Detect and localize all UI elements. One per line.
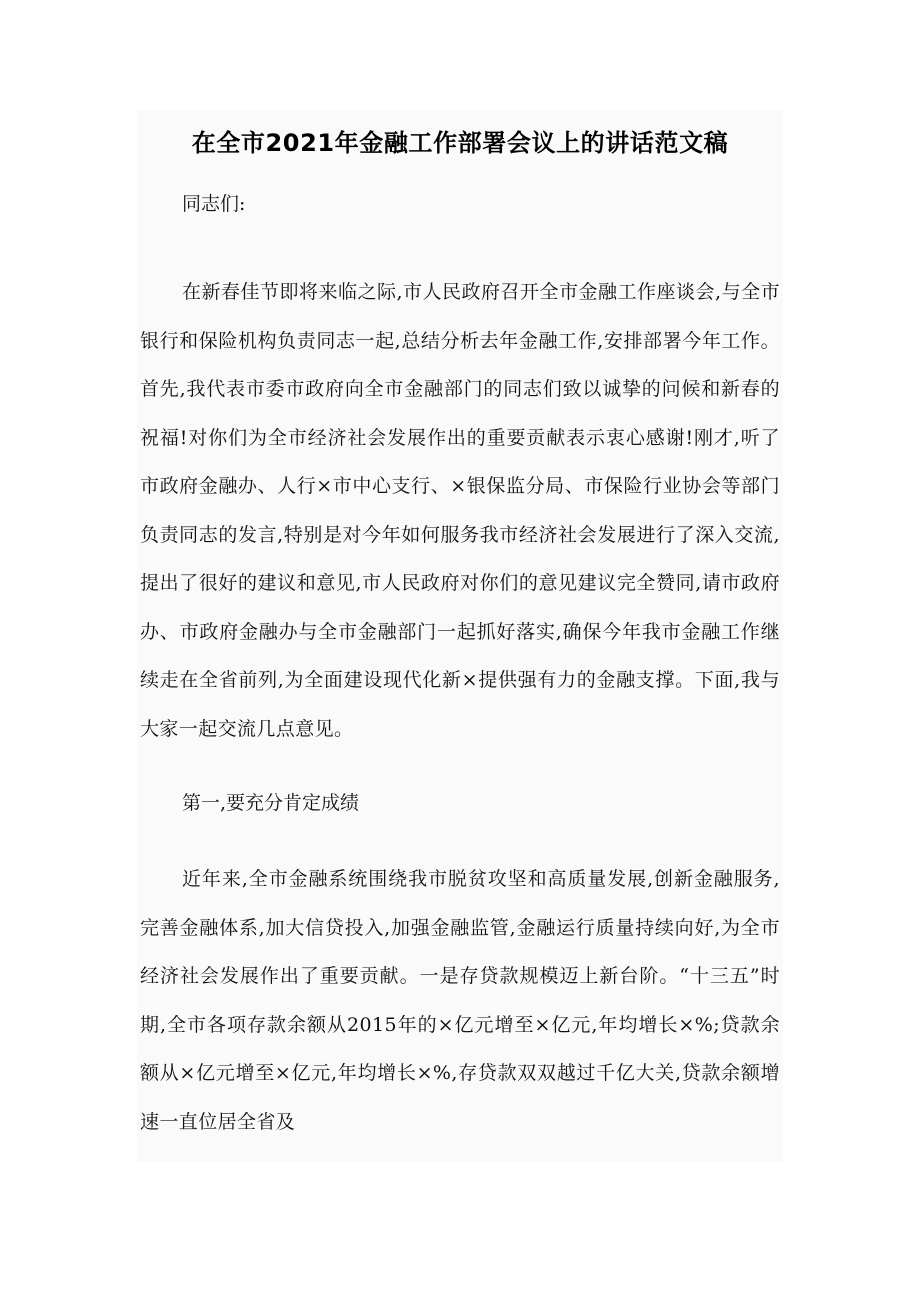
document-title: 在全市2021年金融工作部署会议上的讲话范文稿 [191,129,729,157]
paragraph-opening: 在新春佳节即将来临之际,市人民政府召开全市金融工作座谈会,与全市银行和保险机构负责同志一起,总结分析去年金融工作,安排部署今年工作。首先,我代表市委市政府向全市金融部门的同志们致以诚挚的问候和新春的祝福!对你们为全市经济社会发展作出的重要贡献表示衷心感谢!刚才,听了市政府金融办、人行×市中心支行、×银保监分局、市保险行业协会等部门负责同志的发言,特别是对今年如何服务我市经济社会发展进行了深入交流,提出了很好的建议和意见,市人民政府对你们的意见建议完全赞同,请市政府办、市政府金融办与全市金融部门一起抓好落实,确保今年我市金融工作继续走在全省前列,为全面建设现代化新×提供强有力的金融支撑。下面,我与大家一起交流几点意见。 [140,281,780,740]
section-heading: 第一,要充分肯定成绩 [182,792,360,814]
document-body [140,110,780,1146]
paragraph-achievements: 近年来,全市金融系统围绕我市脱贫攻坚和高质量发展,创新金融服务,完善金融体系,加大信贷投入,加强金融监管,金融运行质量持续向好,为全市经济社会发展作出了重要贡献。一是存贷款规模迈上新台阶。“十三五”时期,全市各项存款余额从2015年的×亿元增至×亿元,年均增长×%;贷款余额从×亿元增至×亿元,年均增长×%,存贷款双双越过千亿大关,贷款余额增速一直位居全省及 [140,868,780,1133]
greeting: 同志们: [182,193,246,215]
